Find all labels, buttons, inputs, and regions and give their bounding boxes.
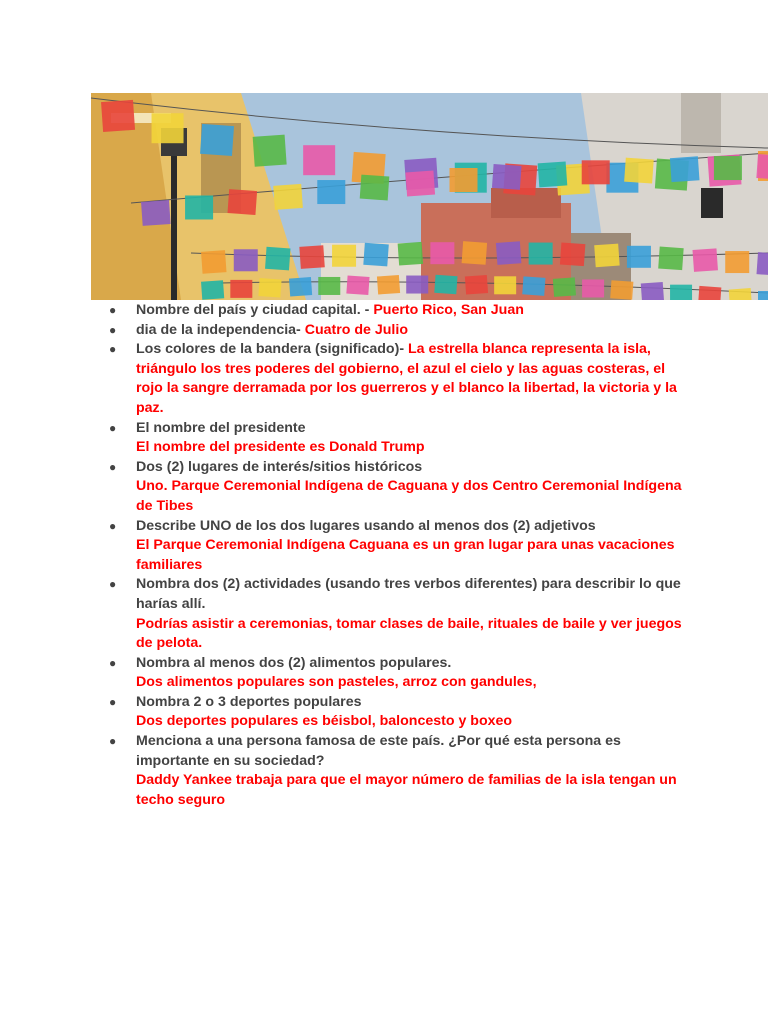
question-item (108, 340, 688, 418)
papel-picado-flag (553, 277, 576, 296)
answer-text: Dos deportes populares es béisbol, baloncesto y boxeo (136, 713, 513, 730)
papel-picado-flag (230, 280, 252, 298)
question-text: El nombre del presidente (136, 419, 306, 436)
papel-picado-flag (725, 251, 749, 273)
papel-picado-flag (641, 282, 664, 300)
answer-text: Dos alimentos populares son pasteles, arroz con gandules, (136, 674, 537, 691)
question-item (108, 517, 688, 576)
papel-picado-flag (405, 171, 435, 197)
papel-picado-flag (594, 244, 619, 268)
papel-picado-flag (692, 248, 717, 272)
papel-picado-flag (462, 241, 487, 265)
papel-picado-flag (317, 180, 345, 204)
question-text: Nombra dos (2) actividades (usando tres verbos diferentes) para describir lo que harías allí. (136, 576, 681, 612)
answer-text: El nombre del presidente es Donald Trump (136, 439, 425, 456)
papel-picado-flag (582, 279, 604, 297)
question-item (108, 458, 688, 517)
papel-picado-flag (289, 277, 312, 296)
answer-text: El Parque Ceremonial Indígena Caguana es un gran lugar para unas vacaciones familiares (136, 537, 675, 573)
papel-picado-flag (406, 276, 428, 294)
bullet-icon: ● (109, 322, 117, 337)
papel-picado-flag (253, 135, 287, 167)
papel-picado-flag (670, 285, 692, 300)
papel-picado-flag (201, 280, 224, 299)
question-text: Nombra 2 o 3 deportes populares (136, 693, 362, 710)
papel-picado-flag (582, 160, 610, 184)
answer-text: Puerto Rico, San Juan (373, 302, 524, 318)
papel-picado-flag (360, 175, 390, 201)
papel-picado-flag (101, 100, 135, 132)
papel-picado-flag (494, 276, 516, 294)
question-text: Nombre del país y ciudad capital. - (136, 302, 374, 318)
papel-picado-flag (529, 243, 553, 265)
papel-picado-flag (538, 161, 568, 187)
papel-picado-flag (273, 184, 303, 210)
papel-picado-flag (398, 242, 423, 266)
answer-text: Podrías asistir a ceremonias, tomar clases de baile, rituales de baile y ver juegos de pelota. (136, 615, 682, 652)
papel-picado-flag (560, 243, 585, 267)
papel-picado-flag (729, 288, 752, 300)
papel-picado-flag (492, 164, 522, 190)
papel-picado-flag (363, 243, 388, 267)
papel-picado-flag (228, 189, 258, 215)
papel-picado-flag (496, 241, 521, 265)
papel-picado-flag (377, 275, 400, 294)
question-item (108, 419, 688, 458)
papel-picado-flag (522, 276, 545, 295)
question-item (108, 321, 688, 341)
street-scene-illustration (91, 93, 768, 300)
bullet-icon: ● (109, 694, 117, 709)
papel-picado-flag (756, 154, 768, 180)
question-item (108, 654, 688, 693)
papel-picado-flag (299, 245, 324, 269)
question-text: Los colores de la bandera (significado)- (136, 341, 408, 358)
question-text: Nombra al menos dos (2) alimentos populares. (136, 654, 452, 671)
papel-picado-flag (758, 291, 768, 300)
bullet-icon: ● (109, 420, 117, 435)
questions-list (108, 301, 688, 810)
papel-picado-flag (658, 247, 683, 271)
papel-picado-flag (714, 156, 742, 180)
papel-picado-flag (200, 124, 234, 156)
papel-picado-flag (434, 275, 457, 294)
question-item (108, 693, 688, 732)
papel-picado-flag (346, 276, 369, 295)
bullet-icon: ● (109, 655, 117, 670)
papel-picado-flag (234, 249, 258, 271)
papel-picado-flag (430, 242, 454, 264)
papel-picado-flag (185, 195, 213, 219)
papel-picado-flag (303, 145, 335, 175)
papel-picado-flag (624, 158, 654, 184)
papel-picado-flag (258, 278, 281, 297)
papel-picado-flag (450, 168, 478, 192)
papel-picado-flag (698, 286, 721, 300)
answer-text: Cuatro de Julio (304, 321, 408, 338)
question-text: Dos (2) lugares de interés/sitios históricos (136, 458, 423, 475)
papel-picado-flag (318, 277, 340, 295)
papel-picado-photo (91, 93, 768, 300)
papel-picado-flag (201, 250, 226, 274)
papel-picado-flag (152, 113, 184, 143)
papel-picado-flag (141, 200, 171, 226)
question-item (108, 732, 688, 810)
papel-picado-flag (610, 280, 633, 299)
bullet-icon: ● (109, 518, 117, 533)
bullet-icon: ● (109, 734, 117, 749)
papel-picado-flag (756, 252, 768, 276)
question-item (108, 301, 688, 321)
answer-text: Uno. Parque Ceremonial Indígena de Caguana y dos Centro Ceremonial Indígena de Tibes (136, 478, 682, 514)
question-text: Menciona a una persona famosa de este país. ¿Por qué esta persona es importante en su sociedad? (136, 733, 621, 769)
answer-text: La estrella blanca representa la isla, triángulo los tres poderes del gobierno, el azul el cielo y las aguas costeras, el rojo la sangre derramada por los guerreros y el blanco la libertad, la victoria y la paz. (136, 341, 677, 416)
papel-picado-flag (332, 245, 356, 267)
papel-picado-flag (265, 247, 290, 271)
answer-text: Daddy Yankee trabaja para que el mayor número de familias de la isla tengan un techo seguro (136, 772, 677, 808)
papel-picado-flag (670, 156, 700, 182)
bullet-icon: ● (109, 303, 117, 317)
question-item (108, 575, 688, 653)
question-text: Describe UNO de los dos lugares usando al menos dos (2) adjetivos (136, 517, 596, 534)
papel-picado-flag (465, 275, 488, 294)
papel-picado-flag (627, 246, 651, 268)
bullet-icon: ● (109, 459, 117, 474)
question-text: dia de la independencia- (136, 321, 305, 338)
bullet-icon: ● (109, 577, 117, 592)
bullet-icon: ● (109, 342, 117, 357)
